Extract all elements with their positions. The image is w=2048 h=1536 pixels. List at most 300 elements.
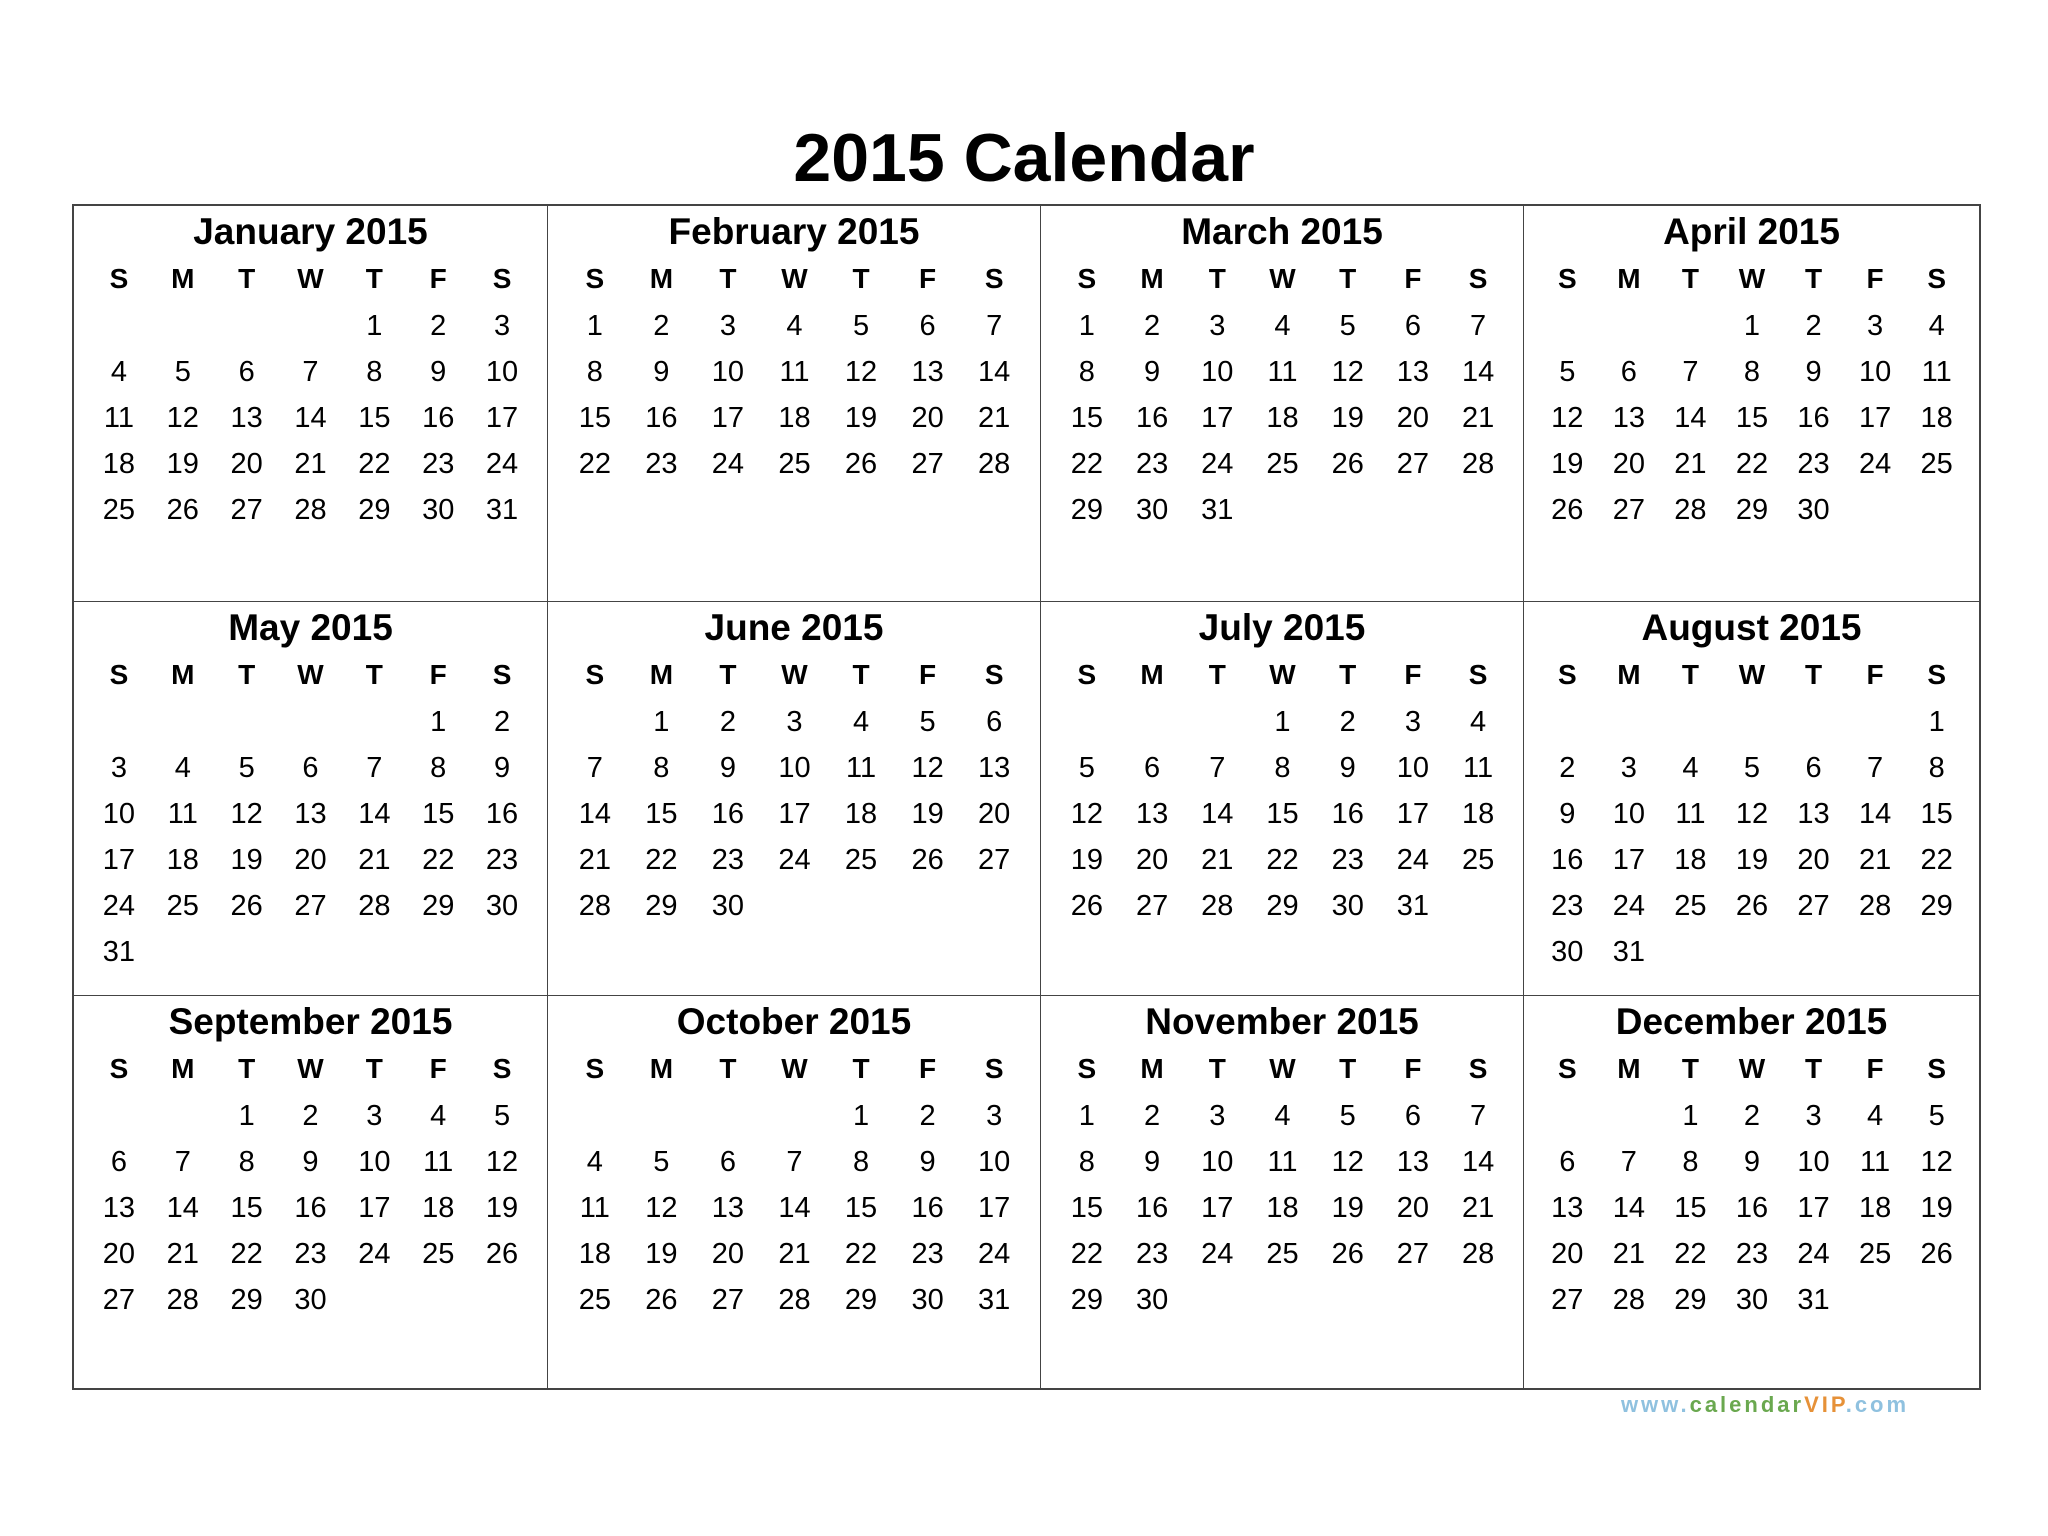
day-cell: 13 (1135, 798, 1169, 830)
weekday-header: T (1339, 659, 1357, 690)
weekday-header: W (781, 1053, 808, 1084)
weekday-header: S (1557, 1053, 1577, 1084)
month-name: July 2015 (1198, 607, 1366, 648)
day-cell: 23 (1331, 844, 1364, 876)
day-cell: 30 (422, 494, 455, 526)
day-cell: 13 (711, 1192, 745, 1224)
day-cell: 16 (911, 1192, 944, 1224)
weekday-header: F (1404, 659, 1422, 690)
day-cell: 21 (1612, 1238, 1645, 1270)
day-cell: 23 (1135, 1238, 1169, 1270)
day-cell: 30 (294, 1284, 327, 1316)
day-cell: 26 (1331, 448, 1364, 480)
day-cell: 5 (238, 752, 255, 784)
day-cell: 2 (302, 1100, 319, 1132)
weekday-header: S (1927, 659, 1947, 690)
day-cell: 12 (1331, 356, 1364, 388)
page-title: 2015 Calendar (793, 120, 1255, 196)
weekday-header: M (1140, 659, 1164, 690)
day-cell: 17 (711, 402, 745, 434)
day-cell: 14 (578, 798, 611, 830)
month-name: January 2015 (193, 211, 428, 252)
day-cell: 18 (1858, 1192, 1892, 1224)
day-cell: 19 (911, 798, 944, 830)
month-panel (1040, 995, 1523, 1388)
day-cell: 9 (919, 1146, 936, 1178)
day-cell: 4 (110, 356, 127, 388)
day-cell: 20 (911, 402, 944, 434)
day-cell: 6 (1805, 752, 1822, 784)
day-cell: 2 (1144, 310, 1161, 342)
day-cell: 2 (919, 1100, 936, 1132)
day-cell: 14 (778, 1192, 811, 1224)
day-cell: 31 (1797, 1284, 1830, 1316)
day-cell: 27 (1612, 494, 1645, 526)
weekday-header: T (852, 1053, 870, 1084)
month-name: February 2015 (668, 211, 920, 252)
day-cell: 12 (645, 1192, 678, 1224)
day-cell: 15 (578, 402, 611, 434)
day-cell: 16 (711, 798, 745, 830)
day-cell: 22 (1070, 1238, 1103, 1270)
day-cell: 2 (1144, 1100, 1161, 1132)
day-cell: 27 (230, 494, 263, 526)
weekday-header: T (719, 1053, 737, 1084)
day-cell: 17 (1612, 844, 1645, 876)
day-cell: 3 (986, 1100, 1003, 1132)
day-cell: 4 (1682, 752, 1699, 784)
weekday-header: S (109, 1053, 129, 1084)
weekday-header: T (1681, 659, 1699, 690)
day-cell: 18 (102, 448, 136, 480)
day-cell: 17 (1797, 1192, 1830, 1224)
day-cell: 2 (719, 706, 736, 738)
day-cell: 30 (1551, 936, 1584, 968)
day-cell: 6 (986, 706, 1003, 738)
day-cell: 31 (1201, 494, 1234, 526)
day-cell: 2 (1743, 1100, 1761, 1132)
day-cell: 5 (653, 1146, 670, 1178)
day-cell: 16 (294, 1192, 327, 1224)
day-cell: 1 (1682, 1100, 1699, 1132)
month-panel (1040, 601, 1523, 995)
weekday-header: W (1738, 263, 1766, 294)
day-cell: 26 (166, 494, 199, 526)
day-cell: 5 (919, 706, 936, 738)
month-panel (74, 601, 547, 995)
day-cell: 6 (1620, 356, 1637, 388)
day-cell: 25 (166, 890, 199, 922)
day-cell: 13 (1797, 798, 1830, 830)
day-cell: 4 (1274, 310, 1291, 342)
month-panel (74, 206, 547, 601)
month-name: December 2015 (1615, 1001, 1888, 1042)
day-cell: 30 (711, 890, 745, 922)
day-cell: 25 (1674, 890, 1707, 922)
weekday-header: W (297, 659, 324, 690)
day-cell: 8 (1743, 356, 1761, 388)
day-cell: 16 (1135, 402, 1169, 434)
day-cell: 1 (366, 310, 383, 342)
weekday-header: M (171, 1053, 195, 1084)
weekday-header: T (1208, 659, 1226, 690)
day-cell: 25 (1266, 448, 1299, 480)
day-cell: 3 (366, 1100, 383, 1132)
weekday-header: T (365, 1053, 383, 1084)
month-name: June 2015 (704, 607, 884, 648)
weekday-header: W (781, 263, 808, 294)
day-cell: 6 (1404, 1100, 1421, 1132)
month-name: September 2015 (168, 1001, 453, 1042)
day-cell: 5 (1928, 1100, 1945, 1132)
day-cell: 19 (1735, 844, 1769, 876)
day-cell: 17 (1201, 1192, 1234, 1224)
site-watermark[interactable] (1600, 1390, 1930, 1420)
day-cell: 31 (102, 936, 136, 968)
day-cell: 24 (102, 890, 136, 922)
month-name: March 2015 (1181, 211, 1383, 252)
day-cell: 27 (1551, 1284, 1584, 1316)
day-cell: 24 (1396, 844, 1430, 876)
weekday-header: S (1927, 263, 1947, 294)
day-cell: 20 (1551, 1238, 1584, 1270)
day-cell: 22 (844, 1238, 878, 1270)
day-cell: 29 (645, 890, 678, 922)
day-cell: 14 (1858, 798, 1892, 830)
month-name: August 2015 (1641, 607, 1862, 648)
watermark-www: www. (1620, 1392, 1690, 1417)
day-cell: 16 (1551, 844, 1584, 876)
day-cell: 20 (1396, 402, 1430, 434)
day-cell: 5 (493, 1100, 511, 1132)
day-cell: 18 (1920, 402, 1953, 434)
weekday-header: F (1404, 1053, 1422, 1084)
weekday-header: M (649, 659, 674, 690)
day-cell: 1 (238, 1100, 255, 1132)
day-cell: 4 (1928, 310, 1945, 342)
day-cell: 30 (911, 1284, 944, 1316)
weekday-header: W (781, 659, 808, 690)
day-cell: 27 (711, 1284, 745, 1316)
weekday-header: M (1617, 263, 1641, 294)
day-cell: 18 (1674, 844, 1707, 876)
day-cell: 26 (1551, 494, 1584, 526)
day-cell: 19 (485, 1192, 519, 1224)
day-cell: 3 (1209, 310, 1226, 342)
day-cell: 17 (1396, 798, 1430, 830)
day-cell: 30 (485, 890, 519, 922)
weekday-header: M (171, 263, 195, 294)
day-cell: 1 (1928, 706, 1945, 738)
day-cell: 26 (911, 844, 944, 876)
day-cell: 27 (294, 890, 327, 922)
day-cell: 4 (1470, 706, 1487, 738)
day-cell: 6 (302, 752, 319, 784)
day-cell: 17 (485, 402, 519, 434)
day-cell: 1 (1274, 706, 1291, 738)
day-cell: 3 (1404, 706, 1421, 738)
day-cell: 24 (485, 448, 519, 480)
month-panel (74, 995, 547, 1388)
day-cell: 28 (778, 1284, 811, 1316)
day-cell: 6 (1559, 1146, 1576, 1178)
day-cell: 29 (1920, 890, 1953, 922)
day-cell: 28 (358, 890, 391, 922)
day-cell: 24 (358, 1238, 391, 1270)
weekday-header: M (649, 263, 674, 294)
day-cell: 29 (1070, 1284, 1103, 1316)
weekday-header: S (492, 263, 512, 294)
day-cell: 11 (1860, 1146, 1891, 1178)
day-cell: 11 (845, 752, 877, 784)
day-cell: 23 (1551, 890, 1584, 922)
day-cell: 1 (1078, 1100, 1095, 1132)
day-cell: 28 (166, 1284, 199, 1316)
day-cell: 7 (1209, 752, 1226, 784)
day-cell: 13 (1396, 356, 1430, 388)
weekday-header: S (585, 263, 605, 294)
day-cell: 28 (294, 494, 327, 526)
day-cell: 9 (1805, 356, 1822, 388)
weekday-header: T (1339, 263, 1357, 294)
day-cell: 8 (430, 752, 447, 784)
day-cell: 30 (1735, 1284, 1769, 1316)
day-cell: 25 (1858, 1238, 1892, 1270)
day-cell: 15 (230, 1192, 263, 1224)
day-cell: 17 (1201, 402, 1234, 434)
day-cell: 12 (1735, 798, 1769, 830)
day-cell: 22 (230, 1238, 263, 1270)
day-cell: 18 (1266, 402, 1299, 434)
weekday-header: S (109, 263, 129, 294)
day-cell: 20 (230, 448, 263, 480)
day-cell: 20 (102, 1238, 136, 1270)
day-cell: 19 (166, 448, 199, 480)
day-cell: 2 (493, 706, 511, 738)
day-cell: 12 (1920, 1146, 1953, 1178)
day-cell: 8 (366, 356, 383, 388)
day-cell: 11 (1675, 798, 1706, 830)
day-cell: 30 (1135, 494, 1169, 526)
day-cell: 15 (422, 798, 455, 830)
day-cell: 2 (430, 310, 447, 342)
weekday-header: M (1140, 263, 1164, 294)
watermark-vip: VIP (1804, 1392, 1846, 1417)
day-cell: 1 (653, 706, 670, 738)
day-cell: 25 (1266, 1238, 1299, 1270)
day-cell: 10 (978, 1146, 1011, 1178)
day-cell: 5 (1339, 1100, 1356, 1132)
day-cell: 21 (358, 844, 391, 876)
day-cell: 11 (1921, 356, 1952, 388)
day-cell: 8 (1078, 356, 1095, 388)
day-cell: 13 (1551, 1192, 1584, 1224)
day-cell: 15 (1735, 402, 1769, 434)
day-cell: 3 (786, 706, 803, 738)
day-cell: 13 (230, 402, 263, 434)
day-cell: 7 (986, 310, 1003, 342)
weekday-header: F (919, 659, 937, 690)
weekday-header: T (1804, 1053, 1823, 1084)
month-name: May 2015 (228, 607, 393, 648)
day-cell: 21 (1858, 844, 1892, 876)
day-cell: 10 (1858, 356, 1892, 388)
day-cell: 8 (1078, 1146, 1095, 1178)
day-cell: 22 (645, 844, 678, 876)
weekday-header: F (1404, 263, 1422, 294)
day-cell: 26 (1735, 890, 1769, 922)
weekday-header: M (1617, 659, 1641, 690)
day-cell: 22 (1920, 844, 1953, 876)
day-cell: 26 (1070, 890, 1103, 922)
day-cell: 9 (1144, 1146, 1161, 1178)
day-cell: 10 (711, 356, 745, 388)
day-cell: 11 (779, 356, 810, 388)
weekday-header: T (1804, 659, 1823, 690)
day-cell: 16 (1797, 402, 1830, 434)
day-cell: 29 (1266, 890, 1299, 922)
day-cell: 3 (719, 310, 736, 342)
day-cell: 15 (645, 798, 678, 830)
day-cell: 18 (422, 1192, 455, 1224)
day-cell: 21 (1201, 844, 1234, 876)
day-cell: 2 (1559, 752, 1576, 784)
day-cell: 18 (844, 798, 878, 830)
day-cell: 10 (1201, 356, 1234, 388)
weekday-header: F (919, 263, 937, 294)
day-cell: 21 (778, 1238, 811, 1270)
day-cell: 18 (578, 1238, 611, 1270)
day-cell: 7 (586, 752, 603, 784)
day-cell: 12 (166, 402, 199, 434)
day-cell: 16 (1135, 1192, 1169, 1224)
day-cell: 11 (579, 1192, 610, 1224)
day-cell: 20 (978, 798, 1011, 830)
day-cell: 9 (1559, 798, 1576, 830)
month-panel (1040, 206, 1523, 601)
weekday-header: F (1866, 263, 1884, 294)
day-cell: 9 (302, 1146, 319, 1178)
weekday-header: S (1557, 263, 1577, 294)
weekday-header: F (1866, 659, 1884, 690)
day-cell: 12 (485, 1146, 519, 1178)
day-cell: 28 (978, 448, 1011, 480)
day-cell: 27 (978, 844, 1011, 876)
day-cell: 17 (358, 1192, 391, 1224)
day-cell: 14 (1461, 356, 1495, 388)
day-cell: 12 (1331, 1146, 1364, 1178)
day-cell: 24 (711, 448, 745, 480)
day-cell: 15 (1920, 798, 1953, 830)
day-cell: 6 (238, 356, 255, 388)
day-cell: 26 (485, 1238, 519, 1270)
day-cell: 1 (852, 1100, 870, 1132)
day-cell: 8 (1928, 752, 1945, 784)
day-cell: 5 (1743, 752, 1761, 784)
day-cell: 15 (1674, 1192, 1707, 1224)
day-cell: 15 (1266, 798, 1299, 830)
day-cell: 13 (911, 356, 944, 388)
day-cell: 15 (1070, 1192, 1103, 1224)
weekday-header: M (1617, 1053, 1641, 1084)
day-cell: 27 (1797, 890, 1830, 922)
weekday-header: F (919, 1053, 937, 1084)
day-cell: 23 (294, 1238, 327, 1270)
day-cell: 14 (294, 402, 327, 434)
weekday-header: S (1077, 1053, 1097, 1084)
day-cell: 27 (1396, 1238, 1430, 1270)
day-cell: 9 (653, 356, 670, 388)
weekday-header: T (238, 1053, 256, 1084)
weekday-header: T (1208, 263, 1226, 294)
day-cell: 30 (1135, 1284, 1169, 1316)
day-cell: 19 (1331, 402, 1364, 434)
day-cell: 31 (978, 1284, 1011, 1316)
day-cell: 23 (422, 448, 455, 480)
day-cell: 7 (302, 356, 319, 388)
day-cell: 7 (1682, 356, 1699, 388)
day-cell: 19 (1331, 1192, 1364, 1224)
weekday-header: T (852, 263, 870, 294)
weekday-header: T (1681, 263, 1699, 294)
day-cell: 21 (294, 448, 327, 480)
day-cell: 10 (485, 356, 519, 388)
day-cell: 11 (1267, 1146, 1298, 1178)
day-cell: 4 (430, 1100, 447, 1132)
day-cell: 4 (786, 310, 803, 342)
day-cell: 28 (578, 890, 611, 922)
day-cell: 20 (294, 844, 327, 876)
weekday-header: T (719, 263, 737, 294)
day-cell: 26 (844, 448, 878, 480)
weekday-header: M (1140, 1053, 1164, 1084)
day-cell: 5 (174, 356, 191, 388)
day-cell: 7 (786, 1146, 803, 1178)
day-cell: 3 (110, 752, 127, 784)
weekday-header: F (429, 263, 447, 294)
weekday-header: T (1804, 263, 1823, 294)
day-cell: 13 (1612, 402, 1645, 434)
day-cell: 28 (1674, 494, 1707, 526)
day-cell: 23 (485, 844, 519, 876)
day-cell: 14 (358, 798, 391, 830)
weekday-header: M (171, 659, 195, 690)
weekday-header: M (649, 1053, 674, 1084)
day-cell: 8 (586, 356, 603, 388)
day-cell: 17 (778, 798, 811, 830)
day-cell: 24 (778, 844, 811, 876)
day-cell: 20 (711, 1238, 745, 1270)
day-cell: 18 (1266, 1192, 1299, 1224)
day-cell: 25 (102, 494, 136, 526)
day-cell: 29 (1735, 494, 1769, 526)
weekday-header: W (1738, 659, 1766, 690)
day-cell: 7 (174, 1146, 191, 1178)
weekday-header: W (1269, 263, 1296, 294)
day-cell: 17 (1858, 402, 1892, 434)
day-cell: 10 (358, 1146, 391, 1178)
day-cell: 26 (1920, 1238, 1953, 1270)
day-cell: 29 (1674, 1284, 1707, 1316)
day-cell: 29 (844, 1284, 878, 1316)
day-cell: 12 (844, 356, 878, 388)
day-cell: 7 (1470, 1100, 1487, 1132)
day-cell: 27 (1135, 890, 1169, 922)
weekday-header: T (365, 263, 383, 294)
day-cell: 25 (844, 844, 878, 876)
day-cell: 10 (778, 752, 811, 784)
day-cell: 22 (358, 448, 391, 480)
